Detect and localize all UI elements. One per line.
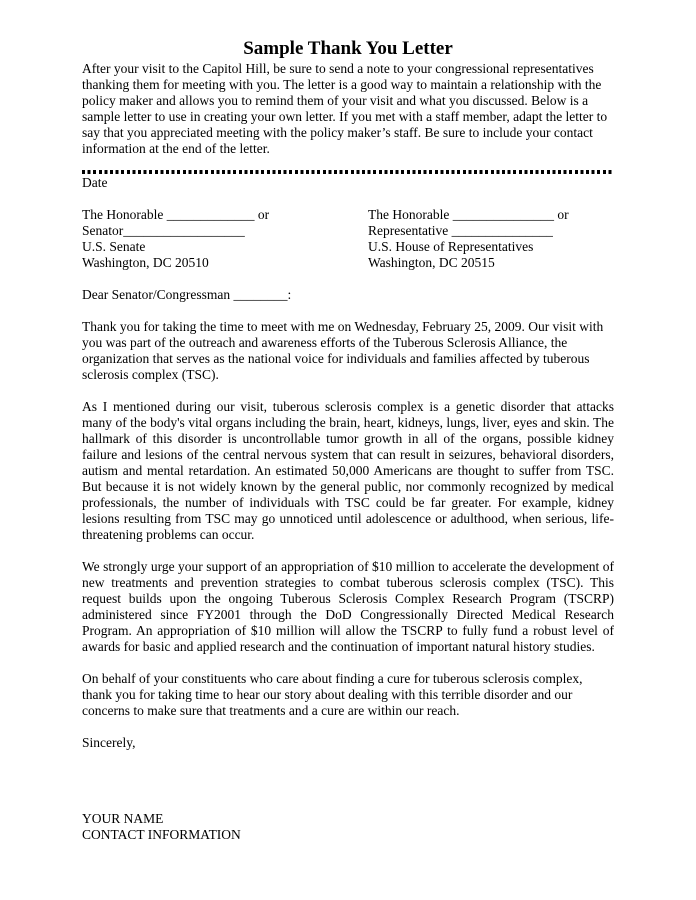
address-house <box>368 207 614 271</box>
letter-title: Sample Thank You Letter <box>243 38 453 59</box>
body-paragraph-on-behalf: On behalf of your constituents who care about finding a cure for tuberous sclerosis complex, thank you for taking time to hear our story about dealing with this terrible disorder and our concerns to make sure that treatments and a cure are within our reach. <box>82 671 583 718</box>
address-house-line-body: U.S. House of Representatives <box>368 239 534 254</box>
signature-name: YOUR NAME <box>82 811 164 826</box>
intro-paragraph: After your visit to the Capitol Hill, be sure to send a note to your congressional representatives thanking them for meeting with you. The letter is a good way to maintain a relationship with the policy maker and allows you to remind them of your visit and what you discussed. Below is a sample letter to use in creating your own letter. If you met with a staff member, adapt the letter to say that you appreciated meeting with the policy maker’s staff. Be sure to include your contact information at the end of the letter. <box>82 61 608 156</box>
address-house-line-city: Washington, DC 20515 <box>368 255 495 270</box>
address-block <box>82 207 614 271</box>
body-paragraph-appropriation: We strongly urge your support of an appropriation of $10 million to accelerate the development of new treatments and prevention strategies to combat tuberous sclerosis complex (TSC). This request builds upon the ongoing Tuberous Sclerosis Complex Research Program (TSCRP) administered since FY2001 through the DoD Congressionally Directed Medical Research Program. An appropriation of $10 million will allow the TSCRP to fully fund a robust level of awards for basic and applied research and the continuation of important natural history studies. <box>82 559 614 654</box>
signature-contact: CONTACT INFORMATION <box>82 827 241 842</box>
closing: Sincerely, <box>82 735 136 750</box>
date-label: Date <box>82 175 108 190</box>
body-paragraph-thank-you: Thank you for taking the time to meet with me on Wednesday, February 25, 2009. Our visit with you was part of the outreach and awareness efforts of the Tuberous Sclerosis Alliance, the organization that serves as the national voice for individuals and families affected by tuberous sclerosis complex (TSC). <box>82 319 604 382</box>
address-senate-line-body: U.S. Senate <box>82 239 146 254</box>
body-paragraph-tsc-description: As I mentioned during our visit, tuberous sclerosis complex is a genetic disorder that attacks many of the body's vital organs including the brain, heart, kidneys, lungs, liver, eyes and skin. The hallmark of this disorder is uncontrollable tumor growth in all of the organs, possible kidney failure and lesions of the central nervous system that can result in seizures, behavioral disorders, autism and mental retardation. An estimated 50,000 Americans are thought to suffer from TSC. But because it is not widely known by the general public, nor commonly recognized by medical professionals, the number of individuals with TSC could be far greater. For example, kidney lesions resulting from TSC may go unnoticed until adolescence or adulthood, when serious, life-threatening problems can occur. <box>82 399 614 542</box>
address-house-line-honorable: The Honorable _______________ or <box>368 207 569 222</box>
address-senate-line-honorable: The Honorable _____________ or <box>82 207 270 222</box>
address-senate <box>82 207 368 271</box>
salutation: Dear Senator/Congressman ________: <box>82 287 292 302</box>
address-senate-line-senator: Senator__________________ <box>82 223 245 238</box>
signature-block <box>82 811 614 843</box>
address-house-line-representative: Representative _______________ <box>368 223 553 238</box>
dotted-separator <box>82 170 614 174</box>
address-senate-line-city: Washington, DC 20510 <box>82 255 209 270</box>
